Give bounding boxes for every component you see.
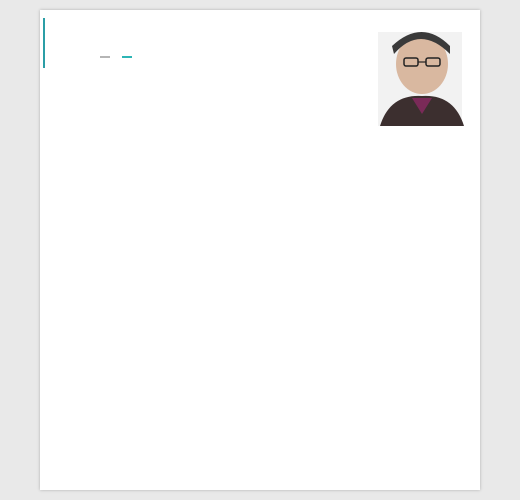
photo-man-with-glasses	[370, 24, 470, 126]
legend-general-swatch	[100, 56, 110, 58]
section-label	[46, 20, 56, 23]
chart-title	[60, 40, 192, 50]
section-marker	[43, 18, 45, 68]
chart-plot	[60, 60, 192, 190]
chart	[60, 40, 192, 250]
legend-gen-swatch	[122, 56, 132, 58]
magazine-page	[40, 10, 480, 490]
